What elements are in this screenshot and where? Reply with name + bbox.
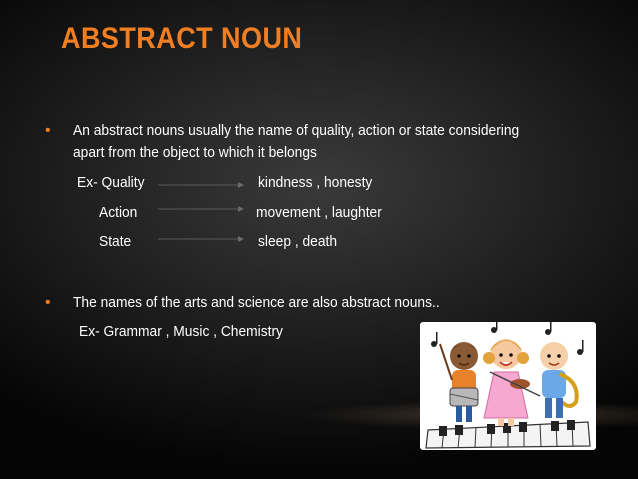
example-value-action: movement , laughter [256,204,382,221]
arrow-icon [158,204,244,214]
example-label-quality: Ex- Quality [77,174,145,191]
bullet-dot: • [45,294,51,311]
bullet-dot: • [45,122,51,139]
arrow-icon [158,234,244,244]
example-value-quality: kindness , honesty [258,174,373,191]
example-value-state: sleep , death [258,233,338,250]
bullet1-line2: apart from the object to which it belongs [73,144,317,161]
children-music-illustration [420,322,596,450]
child-violinist [483,339,540,426]
slide-title: ABSTRACT NOUN [61,22,303,55]
arrow-icon [158,180,244,190]
example-label-state: State [99,233,132,250]
example-label-action: Action [99,204,138,221]
child-saxophonist [540,342,577,418]
bullet2-line2: Ex- Grammar , Music , Chemistry [79,323,283,340]
bullet1-line1: An abstract nouns usually the name of quality, action or state considering [73,122,520,139]
child-drummer [440,342,478,422]
bullet2-line1: The names of the arts and science are also abstract nouns.. [73,294,440,311]
